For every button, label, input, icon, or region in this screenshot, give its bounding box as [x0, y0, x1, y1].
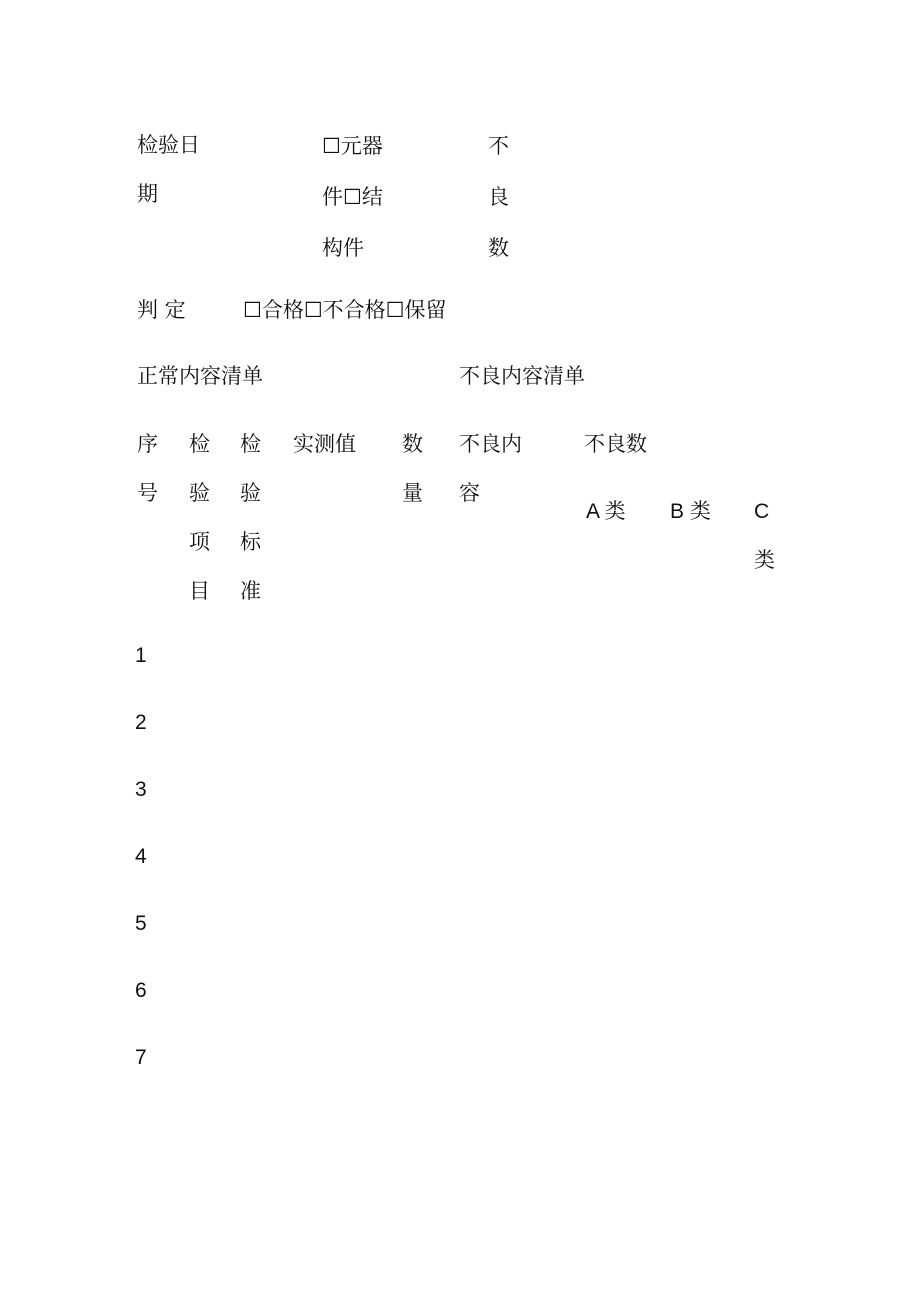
category-checkbox-group[interactable]: ☐元器 件☐结 构件: [322, 134, 383, 260]
defect-list-title: 不良内容清单: [459, 364, 585, 388]
row-number: 4: [135, 845, 147, 868]
judgement-checkbox-group[interactable]: ☐合格☐不合格☐保留: [243, 298, 447, 322]
defect-count-label: 不 良 数: [488, 134, 509, 260]
header-inspection-item: 检 验 项 目: [189, 432, 210, 603]
header-class-a: A 类: [586, 500, 626, 523]
row-number: 5: [135, 912, 147, 935]
inspection-date-label: 检验日 期: [137, 133, 200, 206]
header-inspection-standard: 检 验 标 准: [240, 432, 261, 603]
header-seq: 序 号: [137, 432, 158, 505]
header-measured-value: 实测值: [293, 432, 356, 456]
header-quantity: 数 量: [402, 432, 423, 505]
judgement-label: 判 定: [137, 298, 186, 322]
row-number: 3: [135, 778, 147, 801]
header-defect-count: 不良数: [584, 432, 647, 456]
header-class-b: B 类: [670, 500, 711, 523]
row-number: 1: [135, 644, 147, 667]
row-number: 7: [135, 1046, 147, 1069]
header-defect-content: 不良内 容: [459, 432, 522, 505]
row-number: 6: [135, 979, 147, 1002]
normal-list-title: 正常内容清单: [137, 364, 263, 388]
header-class-c: C 类: [754, 500, 775, 572]
row-number: 2: [135, 711, 147, 734]
